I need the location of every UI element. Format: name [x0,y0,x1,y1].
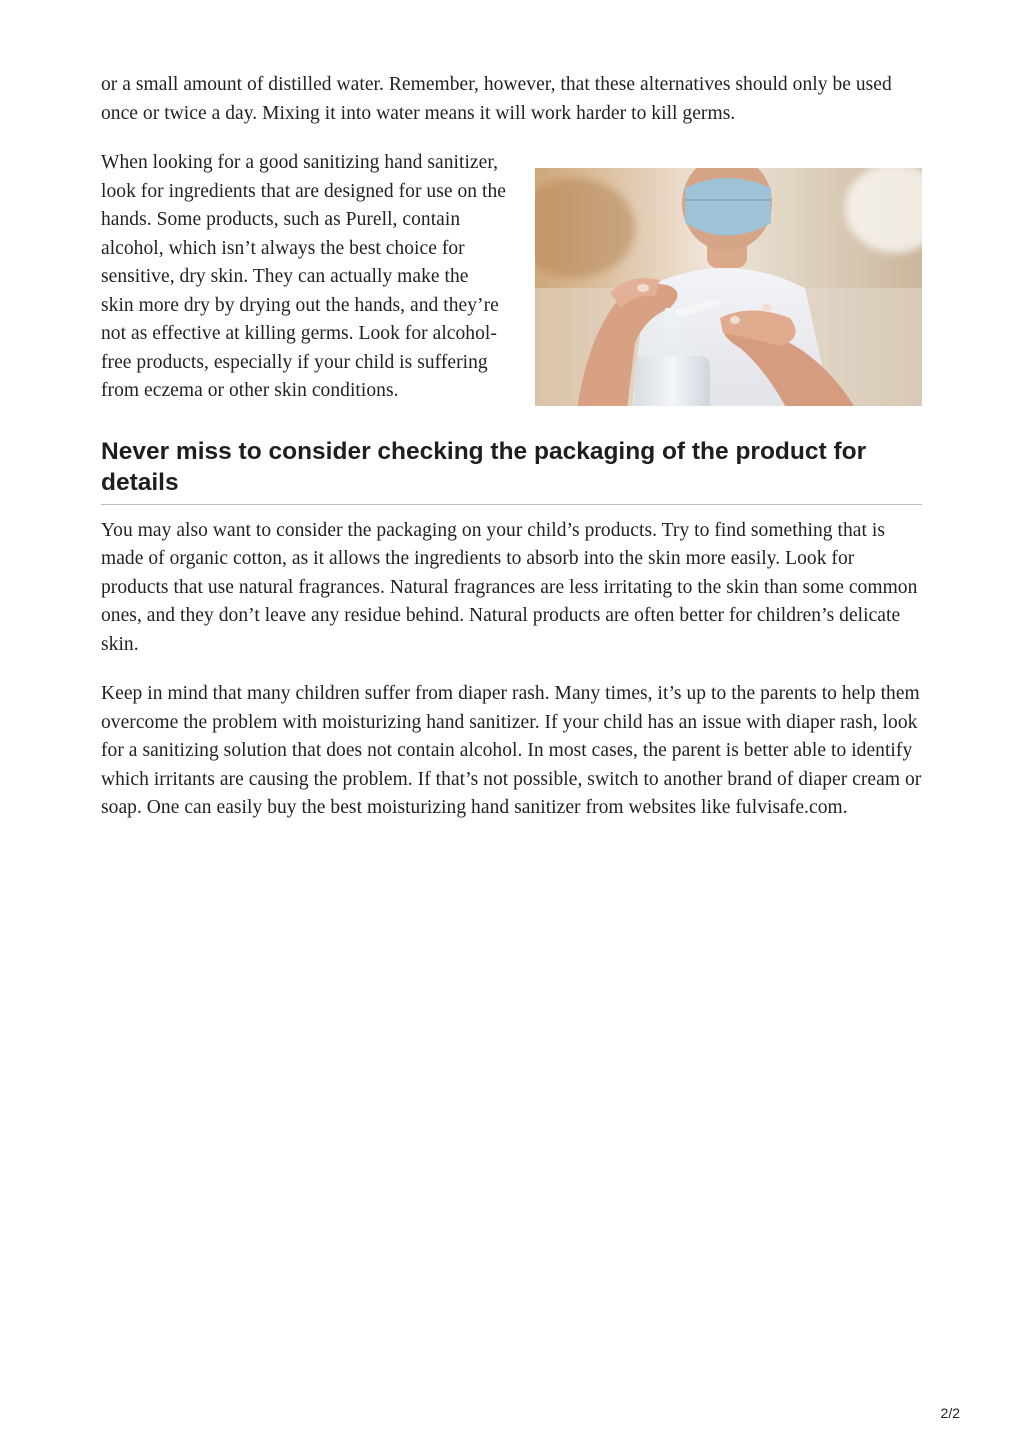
intro-continuation-paragraph: or a small amount of distilled water. Remember, however, that these alternatives should only be used once or twice a day. Mixing it into water means it will work harder to kill germs. [101,74,892,124]
article-body [101,71,922,844]
hand-sanitizer-photo [535,168,922,406]
text-with-image-block [101,149,922,406]
packaging-paragraph: You may also want to consider the packaging on your child’s products. Try to find something that is made of organic cotton, as it allows the ingredients to absorb into the skin more easily. Look for products that use natural fragrances. Natural fragrances are less irritating to the skin than some common ones, and they don’t leave any residue behind. Natural products are often better for children’s delicate skin. [101,519,918,655]
hand-sanitizer-illustration [535,168,922,406]
section-heading: Never miss to consider checking the packaging of the product for details [101,436,922,505]
sanitizer-choice-paragraph: When looking for a good sanitizing hand sanitizer, look for ingredients that are designed for use on the hands. Some products, such as Purell, contain alcohol, which isn’t always the best choice for sensitive, dry skin. They can actually make the skin more dry by drying out the hands, and they’re not as effective at killing germs. Look for alcohol-free products, especially if your child is suffering from eczema or other skin conditions. [101,152,506,401]
page-number: 2/2 [940,1405,960,1421]
diaper-rash-paragraph: Keep in mind that many children suffer from diaper rash. Many times, it’s up to the parents to help them overcome the problem with moisturizing hand sanitizer. If your child has an issue with diaper rash, look for a sanitizing solution that does not contain alcohol. In most cases, the parent is better able to identify which irritants are causing the problem. If that’s not possible, switch to another brand of diaper cream or soap. One can easily buy the best moisturizing hand sanitizer from websites like fulvisafe.com. [101,683,922,818]
